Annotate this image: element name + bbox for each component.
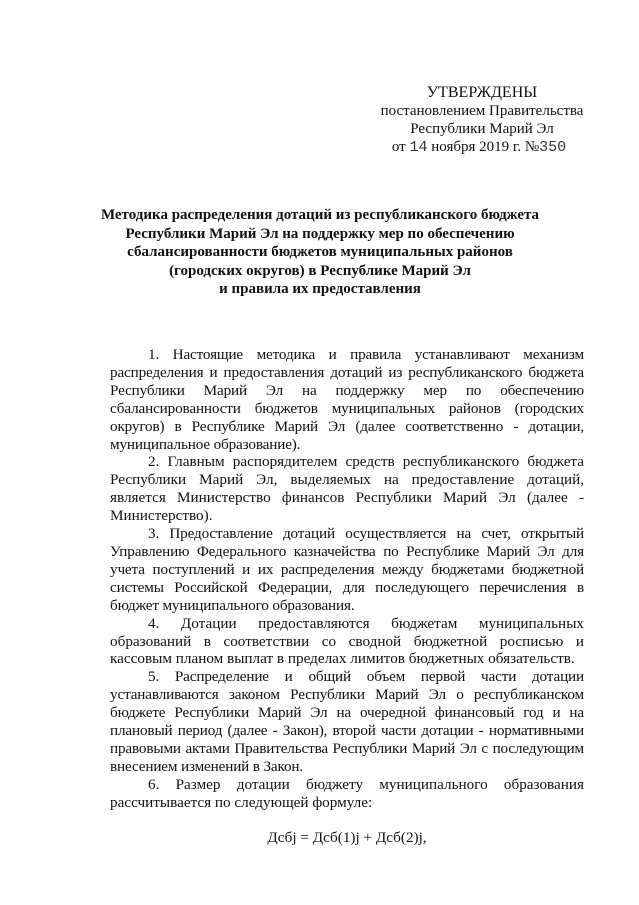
title-line: Методика распределения дотаций из республиканского бюджета — [100, 207, 540, 223]
paragraph-1: 1. Настоящие методика и правила устанавливают механизм распределения и предоставления дотаций из республиканского бюджета Республики Марий Эл на поддержку мер по обеспечению сбалансированности бюджетов муниципальных районов (городских округов) в Республике Марий Эл (далее соответственно - дотации, муниципальное образование). — [110, 346, 584, 453]
paragraph-3: 3. Предоставление дотаций осуществляется на счет, открытый Управлению Федерального казначейства по Республике Марий Эл для учета поступлений и их распределения между бюджетами бюджетной системы Российской Федерации, для последующего перечисления в бюджет муниципального образования. — [110, 525, 584, 614]
title-line: Республики Марий Эл на поддержку мер по обеспечению — [125, 225, 515, 242]
approval-heading: УТВЕРЖДЕНЫ — [426, 84, 538, 101]
formula: Дсбj = Дсб(1)j + Дсб(2)j, — [267, 829, 427, 846]
title-line: (городских округов) в Республике Марий Эл — [169, 262, 471, 279]
date-prefix: от — [391, 139, 406, 155]
title-line: сбалансированности бюджетов муниципальных районов — [127, 244, 513, 260]
date-rest: ноября 2019 г. № — [431, 139, 540, 155]
document-title — [90, 206, 550, 299]
approval-date-line — [366, 138, 592, 157]
paragraph-6: 6. Размер дотации бюджету муниципального образования рассчитывается по следующей формуле: — [110, 775, 584, 811]
title-line: и правила их предоставления — [219, 281, 421, 297]
paragraph-2: 2. Главным распорядителем средств республиканского бюджета Республики Марий Эл, выделяемых на предоставление дотаций, является Министерство финансов Республики Марий Эл (далее - Министерство). — [110, 453, 584, 525]
document-body — [110, 346, 584, 812]
paragraph-4: 4. Дотации предоставляются бюджетам муниципальных образований в соответствии со сводной бюджетной росписью и кассовым планом выплат в пределах лимитов бюджетных обязательств. — [110, 614, 584, 668]
approval-decree: постановлением Правительства — [380, 103, 584, 119]
date-day: 14 — [409, 139, 428, 156]
paragraph-5: 5. Распределение и общий объем первой части дотации устанавливаются законом Республики Марий Эл о республиканском бюджете Республики Марий Эл на очередной финансовый год и на плановый период (далее - Закон), второй части дотации - нормативными правовыми актами Правительства Республики Марий Эл с последующим внесением изменений в Закон. — [110, 668, 584, 775]
decree-number: 350 — [539, 139, 567, 156]
approval-block — [372, 84, 592, 157]
approval-government: Республики Марий Эл — [410, 121, 554, 137]
